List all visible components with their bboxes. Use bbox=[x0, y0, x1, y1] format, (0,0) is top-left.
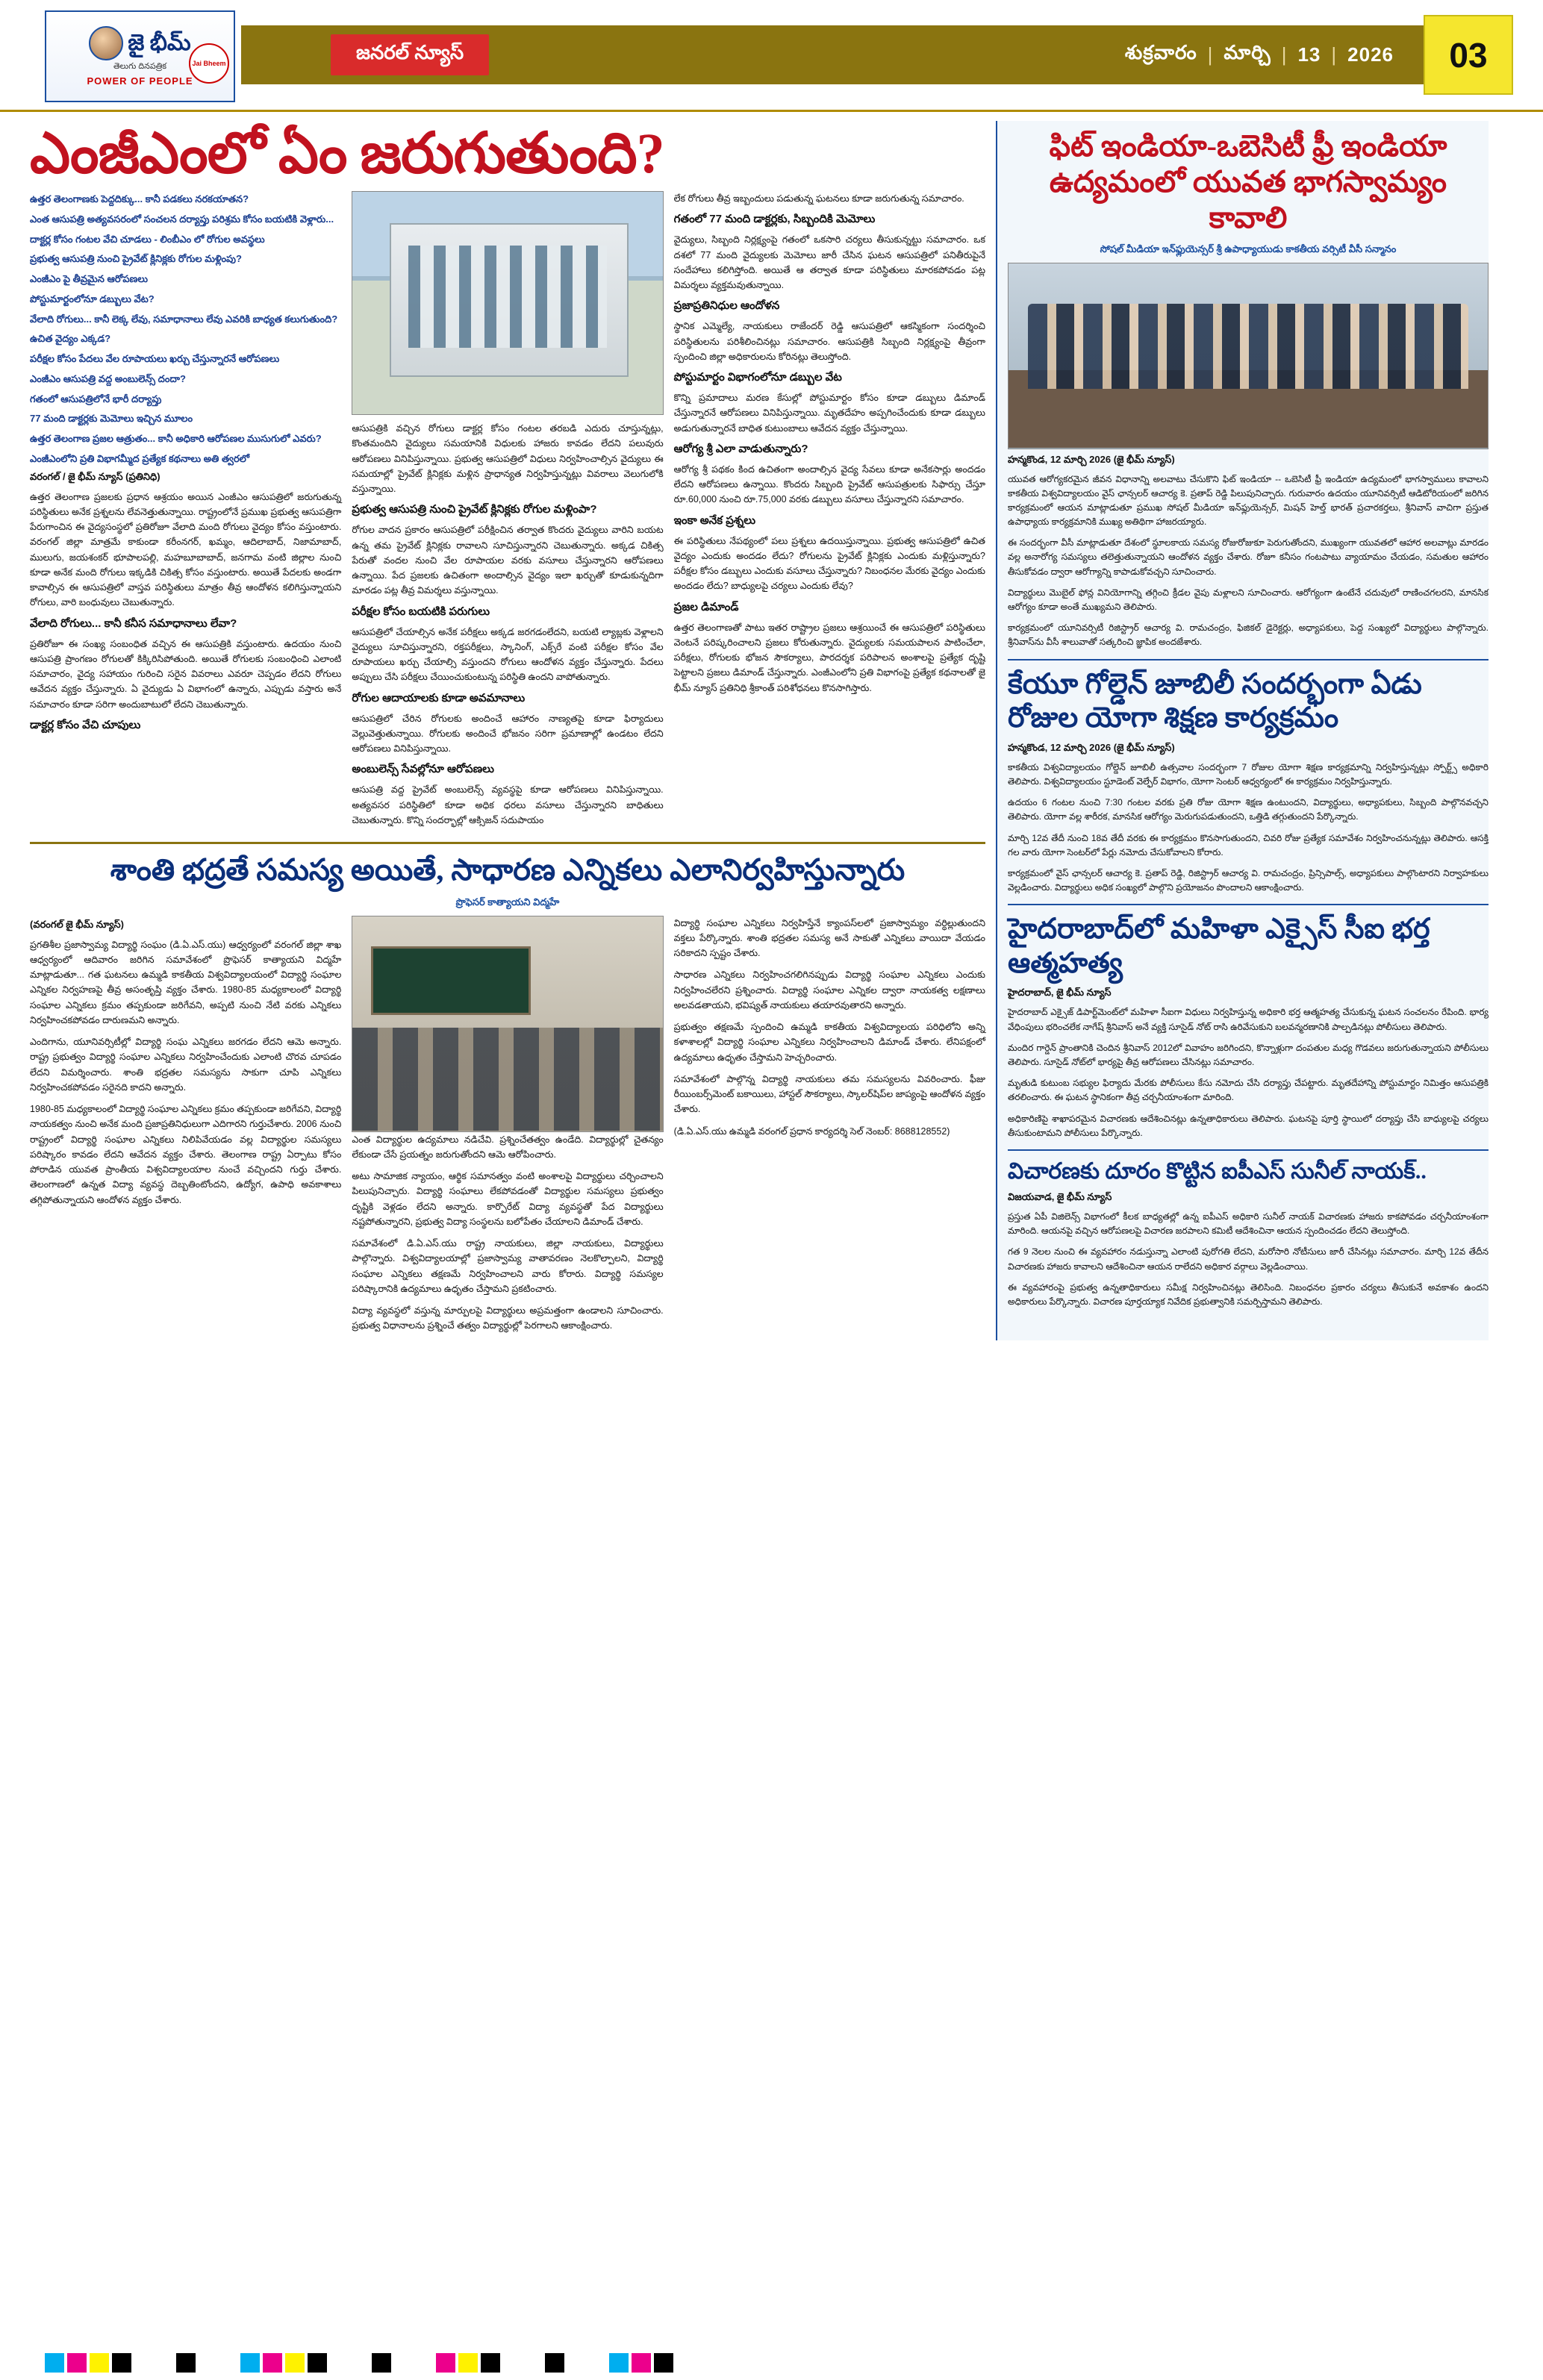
sidebar-column bbox=[996, 121, 1489, 1340]
lead-subhead: ప్రజల డిమాండ్ bbox=[673, 600, 739, 613]
sidebar-story4-dateline: విజయవాడ, జై భీమ్ న్యూస్ bbox=[1008, 1190, 1112, 1202]
sidebar-story4-paragraph: ఈ వ్యవహారంపై ప్రభుత్వ ఉన్నతాధికారులు సమీక్ష నిర్వహించినట్లు తెలిసింది. నిబంధనల ప్రకారం చర్యలు తీసుకునే అవకాశం ఉందని అధికారులు పేర్కొన్నారు. విచారణ పూర్తయ్యాక నివేదిక ప్రభుత్వానికి సమర్పిస్తామని తెలిపారు. bbox=[1008, 1281, 1489, 1307]
issue-day: శుక్రవారం bbox=[1124, 41, 1197, 63]
sidebar-story2-paragraph: మార్చి 12వ తేదీ నుంచి 18వ తేదీ వరకు ఈ కార్యక్రమం కొనసాగుతుందని, చివరి రోజు ప్రత్యేక సమావేశం నిర్వహించనున్నట్లు తెలిపారు. ఆసక్తి గల వారు యోగా సెంటర్‌లో పేర్లు నమోదు చేసుకోవాలని కోరారు. bbox=[1008, 832, 1489, 858]
hospital-photo bbox=[352, 191, 663, 415]
sidebar-story3-paragraph: మందిర గార్డెన్ ప్రాంతానికి చెందిన శ్రీనివాస్ 2012లో వివాహం జరిగిందని, కొన్నాళ్లుగా దంపతుల మధ్య గొడవలు జరుగుతున్నాయని పోలీసులు తెలిపారు. సూసైడ్ నోట్‌లో భార్యపై తీవ్ర ఆరోపణలు చేసినట్లు సమాచారం. bbox=[1008, 1042, 1489, 1067]
section-label: జనరల్ న్యూస్ bbox=[331, 34, 489, 75]
lead-subhead: ప్రభుత్వ ఆసుపత్రి నుంచి ప్రైవేట్ క్లినిక్లకు రోగుల మళ్లింపా? bbox=[352, 503, 597, 516]
sidebar-story3-headline: హైదరాబాద్‌లో మహిళా ఎక్సైస్ సీఐ భర్త ఆత్మహత్య bbox=[1008, 913, 1430, 979]
story2-column-3 bbox=[674, 916, 985, 1340]
group-photo bbox=[1008, 263, 1489, 449]
date-separator-3: | bbox=[1331, 43, 1338, 66]
story2-paragraph: 1980-85 మధ్యకాలంలో విద్యార్థి సంఘాల ఎన్నికలు క్రమం తప్పకుండా జరిగేవని, విద్యార్థి నాయకత్వం నుంచి అనేక మంది ప్రజాప్రతినిధులుగా ఎదిగారని గుర్తుచేశారు. 2006 నుంచి రాష్ట్రంలో విద్యార్థి సంఘాల ఎన్నికలు నిలిపివేయడం వల్ల విద్యార్థుల సమస్యలు పరిష్కారం కావడం లేదని ఆవేదన వ్యక్తం చేశారు. తెలంగాణ రాష్ట్ర ఏర్పాటు కోసం పోరాడిన యువత ప్రాంతీయ విశ్వవిద్యాలయాల నుంచే వచ్చిందని గుర్తు చేశారు. తెలంగాణలో ఉన్నత విద్యా వ్యవస్థ దెబ్బతింటోందని, ఉద్యోగ, ఉపాధి అవకాశాలు తగ్గిపోతున్నాయని ఆందోళన వ్యక్తం చేశారు. bbox=[30, 1104, 342, 1205]
masthead bbox=[0, 0, 1543, 112]
intro-point: ఎంజీఎంలోని ప్రతి విభాగమ్మీద ప్రత్యేక కథనాలు అతి త్వరలో bbox=[30, 452, 250, 464]
issue-date bbox=[1125, 41, 1424, 69]
intro-point: ఉత్తర తెలంగాణ ప్రజల ఆత్రుతం... కానీ అధికారి ఆరోపణల ముసుగులో ఎవరు? bbox=[30, 433, 322, 444]
sidebar-story4-headline: విచారణకు దూరం కొట్టిన ఐపీఎస్ సునీల్ నాయక్.. bbox=[1008, 1158, 1427, 1184]
story2-column-2 bbox=[352, 916, 663, 1340]
intro-point: ఉచిత వైద్యం ఎక్కడ? bbox=[30, 333, 111, 345]
story2-paragraph: సమావేశంలో డి.ఏ.ఎస్.యు రాష్ట్ర నాయకులు, జిల్లా నాయకులు, విద్యార్థులు పాల్గొన్నారు. విశ్వవిద్యాలయాల్లో ప్రజాస్వామ్య వాతావరణం నెలకొల్పాలని, విద్యార్థి సంఘాల ఎన్నికలు తక్షణమే నిర్వహించాలని వారు కోరారు. విద్యార్థి సమస్యల పరిష్కారానికి ఉద్యమాలు ఉధృతం చేస్తామని ప్రకటించారు. bbox=[352, 1238, 664, 1294]
lead-paragraph: ఆసుపత్రికి వచ్చిన రోగులు డాక్టర్ల కోసం గంటల తరబడి ఎదురు చూస్తున్నట్లు, కొంతమందిని వైద్యులు సమయానికి విధులకు హాజరు కావడం లేదని పలువురు ఆరోపణలు వినిపిస్తున్నాయి. ప్రభుత్వ ఆసుపత్రిలో విధులు నిర్వహించాల్సిన వైద్యులు ఈ సమయాల్లో ప్రైవేట్ క్లినిక్లకు మళ్లిన ప్రాధాన్యత నిర్వహిస్తున్నట్లు వివరాలు వెలుగులోకి వస్తున్నాయి. bbox=[352, 423, 664, 494]
page-number: 03 bbox=[1424, 15, 1513, 95]
intro-point: పరీక్షల కోసం పేదలు వేల రూపాయలు ఖర్చు చేస్తున్నారనే ఆరోపణలు bbox=[30, 353, 280, 364]
sidebar-story2-paragraph: కాకతీయ విశ్వవిద్యాలయం గోల్డెన్ జూబిలీ ఉత్సవాల సందర్భంగా 7 రోజుల యోగా శిక్షణ కార్యక్రమాన్ని నిర్వహిస్తున్నట్లు స్పోర్ట్స్ అధికారి తెలిపారు. విశ్వవిద్యాలయం స్టూడెంట్ వెల్ఫేర్ విభాగం, యోగా సెంటర్ ఆధ్వర్యంలో ఈ కార్యక్రమం నిర్వహిస్తున్నారు. bbox=[1008, 761, 1489, 787]
color-swatch bbox=[90, 2353, 109, 2373]
lead-subhead: గతంలో 77 మంది డాక్టర్లకు, సిబ్బందికి మెమోలు bbox=[673, 213, 876, 226]
lead-headline: ఎంజీఎంలో ఏం జరుగుతుంది? bbox=[30, 122, 664, 185]
color-swatch bbox=[632, 2353, 651, 2373]
lead-subhead: ప్రజాప్రతినిధుల ఆందోళన bbox=[673, 299, 780, 313]
logo-title: జై భీమ్ bbox=[128, 31, 191, 55]
sidebar-story1-paragraph: ఈ సందర్భంగా వీసీ మాట్లాడుతూ దేశంలో స్థూలకాయ సమస్య రోజురోజుకూ పెరుగుతోందని, ముఖ్యంగా యువతలో ఆహార అలవాట్లు మారడం వల్ల అనారోగ్య సమస్యలు తలెత్తుతున్నాయని ఆందోళన వ్యక్తం చేశారు. రోజూ కనీసం గంటపాటు వ్యాయామం చేయడం, సమతుల ఆహారం తీసుకోవడం ద్వారా ఆరోగ్యాన్ని కాపాడుకోవచ్చని సూచించారు. bbox=[1008, 537, 1489, 577]
story2-paragraph: ప్రభుత్వం తక్షణమే స్పందించి ఉమ్మడి కాకతీయ విశ్వవిద్యాలయ పరిధిలోని అన్ని కళాశాలల్లో విద్యార్థి సంఘాల ఎన్నికలు నిర్వహించాలని డిమాండ్ చేశారు. లేనిపక్షంలో ఉద్యమాలు ఉధృతం చేస్తామని హెచ్చరించారు. bbox=[673, 1022, 985, 1063]
issue-year: 2026 bbox=[1347, 43, 1394, 66]
lead-byline: వరంగల్ / జై భీమ్ న్యూస్ (ప్రతినిధి) bbox=[30, 470, 160, 482]
sidebar-story2-paragraph: ఉదయం 6 గంటల నుంచి 7:30 గంటల వరకు ప్రతి రోజు యోగా శిక్షణ ఉంటుందని, విద్యార్థులు, అధ్యాపకులు, సిబ్బంది పాల్గొనవచ్చని తెలిపారు. యోగా వల్ల శారీరక, మానసిక ఆరోగ్యం మెరుగుపడుతుందని, ఒత్తిడి తగ్గుతుందని పేర్కొన్నారు. bbox=[1008, 797, 1489, 822]
intro-point: ఉత్తర తెలంగాణకు పెద్దదిక్కు... కానీ పడకలు నరకయాతన? bbox=[30, 193, 249, 204]
portrait-icon bbox=[89, 26, 123, 60]
divider bbox=[1008, 659, 1489, 660]
sidebar-story4-paragraph: ప్రస్తుత ఏపీ విజిలెన్స్ విభాగంలో కీలక బాధ్యతల్లో ఉన్న ఐపీఎస్ అధికారి సునీల్ నాయక్ విచారణకు హాజరు కాకపోవడం చర్చనీయాంశంగా మారింది. ఆయనపై వచ్చిన ఆరోపణలపై విచారణ జరపాలని కమిటీ ఆదేశించినా ఆయన స్పందించడం లేదని తెలుస్తోంది. bbox=[1008, 1211, 1489, 1237]
intro-point: 77 మంది డాక్టర్లకు మెమోలు ఇచ్చిన మూలం bbox=[30, 413, 193, 425]
story2-paragraph: (డి.ఏ.ఎస్.యు ఉమ్మడి వరంగల్ ప్రధాన కార్యదర్శి సెల్ నెంబర్: 8688128552) bbox=[673, 1125, 950, 1137]
sidebar-story3-paragraph: మృతుడి కుటుంబ సభ్యుల ఫిర్యాదు మేరకు పోలీసులు కేసు నమోదు చేసి దర్యాప్తు చేపట్టారు. మృతదేహాన్ని పోస్టుమార్టం నిమిత్తం ఆసుపత్రికి తరలించారు. ఈ ఘటన స్థానికంగా తీవ్ర చర్చనీయాంశంగా మారింది. bbox=[1008, 1078, 1489, 1103]
sidebar-story4-paragraph: గత 9 నెలల నుంచి ఈ వ్యవహారం నడుస్తున్నా ఎలాంటి పురోగతి లేదని, మరోసారి నోటీసులు జారీ చేసినట్లు సమాచారం. మార్చి 12వ తేదీన విచారణకు హాజరు కావాలని ఆదేశించినా ఆయన రాలేదని అధికార వర్గాలు వెల్లడించాయి. bbox=[1008, 1246, 1489, 1272]
color-swatch bbox=[458, 2353, 478, 2373]
lead-column-3 bbox=[674, 191, 985, 834]
story2-paragraph: విద్యార్థి సంఘాల ఎన్నికలు నిర్వహిస్తేనే క్యాంపస్‌లలో ప్రజాస్వామ్యం వర్ధిల్లుతుందని వక్తలు పేర్కొన్నారు. శాంతి భద్రతల సమస్య అనే సాకుతో ఎన్నికలు వాయిదా వేయడం సరికాదని స్పష్టం చేశారు. bbox=[673, 917, 985, 958]
lead-paragraph: ఆసుపత్రిలో చేయాల్సిన అనేక పరీక్షలు అక్కడ జరగడంలేదని, బయటి ల్యాబ్లకు వెళ్లాలని వైద్యులు సూచిస్తున్నారని, రక్తపరీక్షలు, స్కానింగ్, ఎక్స్‌రే వంటి పరీక్షల కోసం వేల రూపాయలు ఖర్చు చేయాల్సి వస్తుందని రోగులు ఆందోళన వ్యక్తం చేస్తున్నారు. పేదలు అప్పులు చేసి పరీక్షలు చేయించుకుంటున్న పరిస్థితి ఉందని వాపోతున్నారు. bbox=[352, 626, 664, 683]
color-swatch bbox=[436, 2353, 455, 2373]
second-story-headline: శాంతి భద్రతే సమస్య అయితే, సాధారణ ఎన్నికలు ఎలానిర్వహిస్తున్నారు bbox=[110, 853, 905, 887]
intro-point: గతంలో ఆసుపత్రిలోనే భారీ దర్యాప్తు bbox=[30, 393, 162, 405]
lead-subhead: ఆరోగ్య శ్రీ ఎలా వాడుతున్నారు? bbox=[673, 442, 808, 455]
sidebar-story1-headline: ఫిట్ ఇండియా-ఒబెసిటీ ఫ్రీ ఇండియా ఉద్యమంలో యువత భాగస్వామ్యం కావాలి bbox=[1049, 129, 1447, 234]
color-swatch bbox=[654, 2353, 673, 2373]
sidebar-story1-paragraph: కార్యక్రమంలో యూనివర్సిటీ రిజిస్ట్రార్ ఆచార్య వి. రామచంద్రం, ఫిజికల్ డైరెక్టర్లు, అధ్యాపకులు, పెద్ద సంఖ్యలో విద్యార్థులు పాల్గొన్నారు. శ్రీనివాస్‌ను వీసీ శాలువాతో సత్కరించి జ్ఞాపిక అందజేశారు. bbox=[1008, 622, 1489, 648]
logo-badge: Jai Bheem bbox=[189, 43, 229, 84]
publication-logo bbox=[45, 10, 235, 102]
intro-point: దాక్టర్ల కోసం గంటల వేచి చూడలు - లింబీఎం లో రోగుల అవస్థలు bbox=[30, 233, 265, 245]
logo-subtitle: తెలుగు దినపత్రిక bbox=[113, 62, 167, 71]
lead-paragraph: ఆసుపత్రి వద్ద ప్రైవేట్ అంబులెన్స్ వ్యవస్థపై కూడా ఆరోపణలు వినిపిస్తున్నాయి. అత్యవసర పరిస్థితిలో కూడా అధిక ధరలు వసూలు చేస్తున్నారని బాధితులు చెబుతున్నారు. కొన్ని సందర్భాల్లో ఆక్సిజన్ సదుపాయం bbox=[352, 784, 664, 825]
lead-paragraph: వైద్యులు, సిబ్బంది నిర్లక్ష్యంపై గతంలో ఒకసారి చర్యలు తీసుకున్నట్టు సమాచారం. ఒక దశలో 77 మంది వైద్యులకు మెమోలు జారీ చేసిన ఘటన ఆసుపత్రిలో పనితీరుపైనే సందేహాలు కలిగిస్తోంది. అయితే ఆ తర్వాత కూడా పరిస్థితులు మారకపోవడం పట్ల విమర్శలు వ్యక్తమవుతున్నాయి. bbox=[673, 234, 985, 290]
color-swatch bbox=[45, 2353, 64, 2373]
story2-paragraph: సాధారణ ఎన్నికలు నిర్వహించగలిగినప్పుడు విద్యార్థి సంఘాల ఎన్నికలు ఎందుకు నిర్వహించలేరని ప్రశ్నించారు. విద్యార్థి సంఘాల ఎన్నికల ద్వారా నాయకత్వ లక్షణాలు అలవడతాయని, భవిష్యత్ నాయకులు తయారవుతారని అన్నారు. bbox=[673, 969, 985, 1011]
color-bar-group bbox=[372, 2353, 391, 2373]
lead-subhead: అంబులెన్స్ సేవల్లోనూ ఆరోపణలు bbox=[352, 763, 494, 776]
sidebar-story3-paragraph: అధికారిణిపై శాఖాపరమైన విచారణకు ఆదేశించినట్లు ఉన్నతాధికారులు తెలిపారు. ఘటనపై పూర్తి స్థాయిలో దర్యాప్తు చేసి బాధ్యులపై చర్యలు తీసుకుంటామని పోలీసులు పేర్కొన్నారు. bbox=[1008, 1113, 1489, 1138]
sidebar-story1-deck: సోషల్ మీడియా ఇన్‌ఫ్లుయెన్సర్ శ్రీ ఉపాధ్యాయుడు కాకతీయ వర్సిటీ వీసీ సన్మానం bbox=[1100, 243, 1397, 254]
issue-month: మార్చి bbox=[1224, 41, 1271, 63]
intro-point: పోస్టుమార్టంలోనూ డబ్బులు వేట? bbox=[30, 293, 155, 304]
lead-paragraph: కొన్ని ప్రమాదాలు మరణ కేసుల్లో పోస్టుమార్టం కోసం కూడా డబ్బులు డిమాండ్ చేస్తున్నారనే ఆరోపణలు వినిపిస్తున్నాయి. మృతదేహం అప్పగించేందుకు కూడా డబ్బులు అడుగుతున్నారనే బాధిత కుటుంబాలు ఆవేదన వ్యక్తం చేస్తున్నాయి. bbox=[673, 393, 985, 434]
lead-subhead: రోగుల ఆదాయాలకు కూడా అవమానాలు bbox=[352, 691, 526, 705]
meeting-photo bbox=[352, 916, 663, 1132]
print-registration-bars bbox=[0, 2346, 1543, 2380]
color-swatch bbox=[545, 2353, 564, 2373]
color-swatch bbox=[308, 2353, 327, 2373]
color-swatch bbox=[481, 2353, 500, 2373]
sidebar-story1-paragraph: విద్యార్థులు మొబైల్ ఫోన్ల వినియోగాన్ని తగ్గించి క్రీడల వైపు మళ్లాలని సూచించారు. ఆరోగ్యంగా ఉంటేనే చదువులో రాణించగలరని, మానసిక ఆరోగ్యం కూడా అంతే ముఖ్యమని తెలిపారు. bbox=[1008, 587, 1489, 612]
lead-subhead: ఇంకా అనేక ప్రశ్నలు bbox=[673, 513, 756, 527]
intro-point: ఎంజీఎం పై తీవ్రమైన ఆరోపణలు bbox=[30, 273, 149, 284]
sidebar-story2-paragraph: కార్యక్రమంలో వైస్ ఛాన్సలర్ ఆచార్య కె. ప్రతాప్ రెడ్డి, రిజిస్ట్రార్ ఆచార్య వి. రామచంద్రం, ప్రిన్సిపాల్స్, అధ్యాపకులు పాల్గొంటారని నిర్వాహకులు వెల్లడించారు. విద్యార్థులు అధిక సంఖ్యలో పాల్గొని ప్రయోజనం పొందాలని ఆకాంక్షించారు. bbox=[1008, 867, 1489, 893]
intro-point: ప్రభుత్వ ఆసుపత్రి నుంచి ప్రైవేట్ క్లినిక్లకు రోగుల మళ్లింపు? bbox=[30, 253, 242, 265]
sidebar-story3-paragraph: హైదరాబాద్ ఎక్సైజ్ డిపార్ట్‌మెంట్‌లో మహిళా సీఐగా విధులు నిర్వహిస్తున్న అధికారి భర్త ఆత్మహత్య చేసుకున్న ఘటన సంచలనం రేపింది. భార్య వేధింపులు భరించలేక నాగేష్ శ్రీనివాస్ అనే వ్యక్తి సూసైడ్ నోట్ రాసి ఉరివేసుకుని బలవన్మరణానికి పాల్పడినట్లు పోలీసులు తెలిపారు. bbox=[1008, 1007, 1489, 1032]
story2-paragraph: అటు సామాజిక న్యాయం, ఆర్థిక సమానత్వం వంటి అంశాలపై విద్యార్థులు చర్చించాలని పిలుపునిచ్చారు. విద్యార్థి సంఘాలు లేకపోవడంతో విద్యార్థుల సమస్యలు ప్రభుత్వం దృష్టికి వెళ్లడం లేదని అన్నారు. కార్పొరేట్ విద్యా వ్యవస్థతో పేద విద్యార్థులు నష్టపోతున్నారని, ప్రభుత్వ విద్యా సంస్థలను బలోపేతం చేయాలని డిమాండ్ చేశారు. bbox=[352, 1171, 664, 1227]
intro-point: వేలాది రోగులు... కానీ లెక్క లేవు, సమాధానాలు లేవు ఎవరికి బాధ్యత కలుగుతుంది? bbox=[30, 313, 338, 325]
color-swatch bbox=[263, 2353, 282, 2373]
sidebar-story2-headline: కేయూ గోల్డెన్ జూబిలీ సందర్భంగా ఏడు రోజుల యోగా శిక్షణ కార్యక్రమం bbox=[1008, 668, 1422, 734]
lead-subhead: డాక్టర్ల కోసం వేచి చూపులు bbox=[30, 718, 141, 731]
sidebar-story3-dateline: హైదరాబాద్, జై భీమ్ న్యూస్ bbox=[1008, 987, 1112, 999]
second-story bbox=[30, 842, 985, 1340]
lead-column-2 bbox=[352, 191, 663, 834]
color-swatch bbox=[285, 2353, 305, 2373]
divider bbox=[1008, 904, 1489, 905]
color-swatch bbox=[240, 2353, 260, 2373]
color-swatch bbox=[112, 2353, 131, 2373]
date-separator-2: | bbox=[1281, 43, 1288, 66]
story2-column-1 bbox=[30, 916, 341, 1340]
intro-point: ఎంజీఎం ఆసుపత్రి వద్ద అంబులెన్స్ దందా? bbox=[30, 372, 186, 384]
lead-subhead: వేలాది రోగులు... కానీ కనీస సమాధానాలు లేవా? bbox=[30, 616, 237, 630]
sidebar-story1-dateline: హన్మకొండ, 12 మార్చి 2026 (జై భీమ్ న్యూస్) bbox=[1008, 453, 1175, 465]
lead-paragraph: ప్రతిరోజూ ఈ సంఖ్య సంబంధిత వచ్చిన ఈ ఆసుపత్రికి వస్తుంటారు. ఉదయం నుంచి ఆసుపత్రి ప్రాంగణం రోగులతో కిక్కిరిసిపోతుంది. అయితే రోగులకు సంబంధించి ఎలాంటి సమాచారం, వైద్య సహాయం గురించి సరైన వివరాలు ఎవరూ చెప్పడం లేదని రోగులు ఆవేదన వ్యక్తం చేస్తున్నారు. ఏ వైద్యుడు ఏ విభాగంలో ఉన్నారు, ఎప్పుడు వస్తారు అనే సమాచారం కూడా సరిగా అందుబాటులో లేదని చెబుతున్నారు. bbox=[30, 638, 342, 710]
color-swatch bbox=[67, 2353, 87, 2373]
intro-point: ఎంత ఆసుపత్రి అత్యవసరంలో సంచలన దర్యాప్తు పరిశ్రమ కోసం బయటికి వెళ్లారు... bbox=[30, 213, 334, 225]
story2-paragraph: ప్రగతిశీల ప్రజాస్వామ్య విద్యార్థి సంఘం (డి.ఏ.ఎస్.యు) ఆధ్వర్యంలో వరంగల్ జిల్లా శాఖ ఆధ్వర్యంలో ఆదివారం జరిగిన సమావేశంలో ప్రొఫెసర్ కాత్యాయని విద్మహే మాట్లాడుతూ... గత ఘటనలు ఉమ్మడి కాకతీయ విశ్వవిద్యాలయంలో విద్యార్థి సంఘాల ఎన్నికల నిర్వహణపై తీవ్ర అసంతృప్తి వ్యక్తం చేశారు. 1980-85 మధ్యకాలంలో విద్యార్థి సంఘాల ఎన్నికలు క్రమం తప్పకుండా జరిగేవని, అప్పటి నుంచి నేటి వరకు ఎన్నికలు నిర్వహించకపోవడం దారుణమని అన్నారు. bbox=[30, 939, 342, 1025]
lead-paragraph: లేక రోగులు తీవ్ర ఇబ్బందులు పడుతున్న ఘటనలు కూడా జరుగుతున్న సమాచారం. bbox=[673, 193, 964, 204]
lead-subhead: పరీక్షల కోసం బయటికి పరుగులు bbox=[352, 605, 490, 618]
second-story-deck: ప్రొఫెసర్ కాత్యాయని విద్మహే bbox=[455, 896, 560, 908]
color-bar-group bbox=[545, 2353, 564, 2373]
lead-paragraph: స్థానిక ఎమ్మెల్యే, నాయకులు రాజేందర్ రెడ్డి ఆసుపత్రిలో ఆకస్మికంగా సందర్శించి పరిస్థితులను పరిశీలించినట్లు సమాచారం. ఆసుపత్రికి సిబ్బంది నిర్లక్ష్యంపై తీవ్రంగా స్పందించి జిల్లా అధికారులను కోరినట్లు తెలుస్తోంది. bbox=[673, 321, 985, 362]
issue-day-number: 13 bbox=[1297, 43, 1321, 66]
lead-paragraph: రోగుల వాదన ప్రకారం ఆసుపత్రిలో పరీక్షించిన తర్వాత కొందరు వైద్యులు వారిని బయట ఉన్న తమ ప్రైవేట్ క్లినిక్లకు రావాలని సూచిస్తున్నారని చెబుతున్నారు. అక్కడ చికిత్స పేరుతో వందల నుంచి వేల రూపాయల వరకు వసూలు చేస్తున్నారని ఆరోపణలు ఉన్నాయి. పేద ప్రజలకు ఉచితంగా అందాల్సిన వైద్యం ఇలా ఖర్చుతో కూడుకున్నదిగా మారడం పట్ల తీవ్ర విమర్శలు వస్తున్నాయి. bbox=[352, 525, 664, 596]
lead-paragraph: ఆరోగ్య శ్రీ పథకం కింద ఉచితంగా అందాల్సిన వైద్య సేవలు కూడా అనేకసార్లు అందడం లేదని ఆరోపణలు ఉన్నాయి. కొందరు సిబ్బంది ప్రైవేట్ ఆసుపత్రులకు సిఫార్సు చేస్తూ రూ.60,000 నుంచి రూ.75,000 వరకు డబ్బులు వసూలు చేస్తున్నారని సమాచారం. bbox=[673, 463, 985, 505]
logo-tagline: POWER OF PEOPLE bbox=[87, 75, 193, 87]
lead-intro-points bbox=[30, 191, 341, 468]
divider bbox=[1008, 1149, 1489, 1151]
lead-paragraph: ఉత్తర తెలంగాణతో పాటు ఇతర రాష్ట్రాల ప్రజలు ఆశ్రయించే ఈ ఆసుపత్రిలో పరిస్థితులు వెంటనే పరిష్కరించాలని ప్రజలు కోరుతున్నారు. వైద్యులకు సమయపాలన పాటించేలా, పరీక్షలు, రోగులకు భోజన సౌకర్యాలు, పారదర్శక పరిపాలన అంశాలపై ప్రత్యేక దృష్టి పెట్టాలని ప్రజలు డిమాండ్ చేస్తున్నారు. ఎంజీఎంలోని ప్రతి విభాగంపై ప్రత్యేక కథనాలతో జై భీమ్ న్యూస్ ప్రతినిధి శ్రీకాంత్ పరిశోధనలు కొనసాగిస్తారు. bbox=[673, 622, 985, 693]
color-swatch bbox=[609, 2353, 629, 2373]
story2-paragraph: ఎంత విద్యార్థుల ఉద్యమాలు నడిచేవి. ప్రశ్నించేతత్వం ఉండేది. విద్యార్థుల్లో చైతన్యం లేకుండా చేసే ప్రయత్నం జరుగుతోందని ఆమె ఆరోపించారు. bbox=[352, 1134, 664, 1160]
masthead-bar bbox=[241, 25, 1424, 84]
color-swatch bbox=[372, 2353, 391, 2373]
color-bar-group bbox=[240, 2353, 327, 2373]
sidebar-story2-dateline: హన్మకొండ, 12 మార్చి 2026 (జై భీమ్ న్యూస్) bbox=[1008, 741, 1175, 753]
lead-paragraph: ఉత్తర తెలంగాణ ప్రజలకు ప్రధాన ఆశ్రయం అయిన ఎంజీఎం ఆసుపత్రిలో జరుగుతున్న పరిస్థితులు అనేక ప్రశ్నలను లేవనెత్తుతున్నాయి. రాష్ట్రంలోనే ప్రముఖ ప్రభుత్వ ఆసుపత్రిగా పేరుగాంచిన ఈ వైద్యసంస్థలో ప్రతిరోజూ వేలాది మంది రోగులు వైద్యం కోసం వస్తుంటారు. వరంగల్ జిల్లా మాత్రమే కాకుండా కరీంనగర్, ఖమ్మం, ఆదిలాబాద్, నిజామాబాద్, ములుగు, జయశంకర్ భూపాలపల్లి, మహబూబాబాద్, జనగామ వంటి జిల్లాల నుంచి కూడా అనేక మంది రోగులు ఇక్కడికి చికిత్స కోసం వస్తుంటారు. అయితే పేదలకు అండగా కావాల్సిన ఈ ఆసుపత్రిలో వాస్తవ పరిస్థితులు మాత్రం తీవ్ర ఆందోళన కలిగిస్తున్నాయని రోగులు, వారి బంధువులు చెబుతున్నారు. bbox=[30, 491, 342, 608]
color-bar-group bbox=[45, 2353, 131, 2373]
story2-paragraph: ఎందిగాను, యూనివర్సిటీల్లో విద్యార్థి సంఘ ఎన్నికలు జరగడం లేదని ఆమె అన్నారు. రాష్ట్ర ప్రభుత్వం విద్యార్థి సంఘాల ఎన్నికలు నిర్వహించేందుకు ఎలాంటి చొరవ చూపడం లేదని విమర్శించారు. శాంతి భద్రతల సమస్యను సాకుగా చూపి ఎన్నికలు నిర్వహించకపోవడం సరైనది కాదని అన్నారు. bbox=[30, 1037, 342, 1093]
lead-subhead: పోస్టుమార్టం విభాగంలోనూ డబ్బుల వేట bbox=[673, 371, 842, 384]
color-bar-group bbox=[609, 2353, 673, 2373]
lead-article bbox=[30, 191, 985, 834]
lead-column-1 bbox=[30, 191, 341, 834]
color-swatch bbox=[176, 2353, 196, 2373]
story2-paragraph: విద్యా వ్యవస్థలో వస్తున్న మార్పులపై విద్యార్థులు అప్రమత్తంగా ఉండాలని సూచించారు. ప్రభుత్వ విధానాలను ప్రశ్నించే తత్వం విద్యార్థుల్లో పెరగాలని ఆకాంక్షించారు. bbox=[352, 1305, 664, 1331]
lead-paragraph: ఆసుపత్రిలో చేరిన రోగులకు అందించే ఆహారం నాణ్యతపై కూడా ఫిర్యాదులు వెల్లువెత్తుతున్నాయి. రోగులకు అందించే భోజనం సరిగా ప్రమాణాల్లో ఉండటం లేదని ఆరోపణలు వినిపిస్తున్నాయి. bbox=[352, 713, 664, 754]
story2-paragraph: సమావేశంలో పాల్గొన్న విద్యార్థి నాయకులు తమ సమస్యలను వివరించారు. ఫీజు రీయింబర్స్‌మెంట్ బకాయిలు, హాస్టల్ సౌకర్యాలు, స్కాలర్‌షిప్‌ల జాప్యంపై ఆందోళన వ్యక్తం చేశారు. bbox=[673, 1073, 985, 1115]
story2-byline: (వరంగల్ జై భీమ్ న్యూస్) bbox=[30, 918, 125, 930]
color-bar-group bbox=[436, 2353, 500, 2373]
main-content-column bbox=[30, 121, 985, 1340]
lead-paragraph: ఈ పరిస్థితులు నేపథ్యంలో పలు ప్రశ్నలు ఉదయిస్తున్నాయి. ప్రభుత్వ ఆసుపత్రిలో ఉచిత వైద్యం ఎందుకు అందడం లేదు? రోగులను ప్రైవేట్ క్లినిక్లకు ఎందుకు మళ్లిస్తున్నారు? పరీక్షల కోసం డబ్బులు ఎందుకు వసూలు చేస్తున్నారు? నిబంధనల మేరకు వైద్యం ఎందుకు అందడం లేదు? బాధ్యులపై చర్యలు ఎందుకు లేవు? bbox=[673, 535, 985, 592]
date-separator-1: | bbox=[1207, 43, 1214, 66]
sidebar-story1-paragraph: యువత ఆరోగ్యకరమైన జీవన విధానాన్ని అలవాటు చేసుకొని ఫిట్ ఇండియా -- ఒబెసిటీ ఫ్రీ ఇండియా ఉద్యమంలో భాగస్వాములు కావాలని కాకతీయ విశ్వవిద్యాలయం వైస్ ఛాన్సలర్ ఆచార్య కె. ప్రతాప్ రెడ్డి పిలుపునిచ్చారు. గురువారం ఉదయం యూనివర్సిటీ ఆడిటోరియంలో జరిగిన కార్యక్రమంలో ఆయన మాట్లాడుతూ ప్రముఖ సోషల్ మీడియా ఇన్‌ఫ్లుయెన్సర్, మిషన్ హెల్త్ భారత్ ప్రచారకర్తలు, శ్రీనివాస్ వాచిగా ప్రస్తుత ఉపాధ్యాయ కార్యక్రమానికి ముఖ్య అతిథిగా హాజరయ్యారు. bbox=[1008, 473, 1489, 528]
color-bar-group bbox=[176, 2353, 196, 2373]
